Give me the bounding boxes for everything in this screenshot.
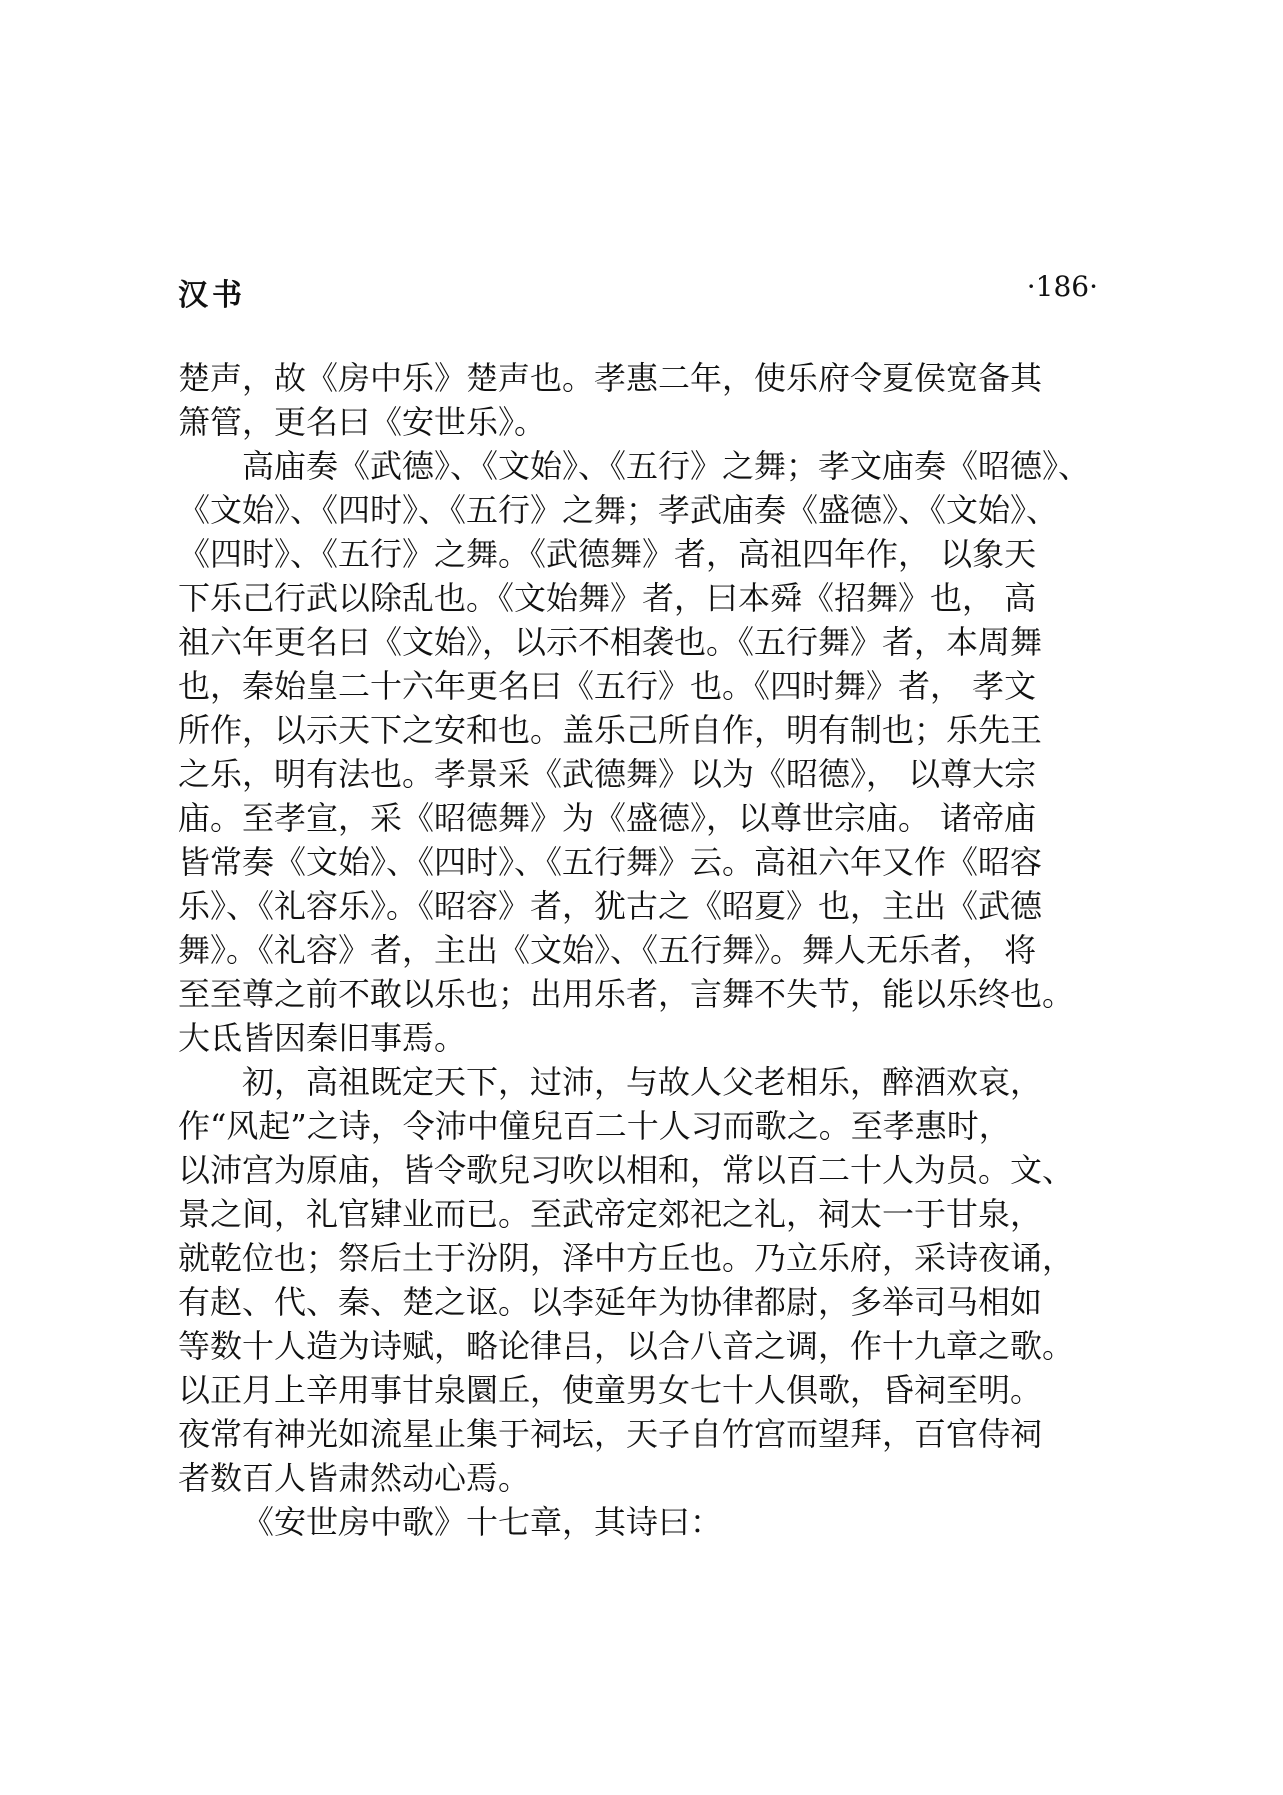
text-line: 之乐，明有法也。孝景采《武德舞》以为《昭德》， 以尊大宗: [178, 755, 1037, 793]
text-line: 乐》、《礼容乐》。《昭容》者，犹古之《昭夏》也，主出《武德: [178, 887, 1043, 925]
text-line: 至至尊之前不敢以乐也；出用乐者，言舞不失节，能以乐终也。: [178, 975, 1075, 1013]
text-line: 也，秦始皇二十六年更名曰《五行》也。《四时舞》者， 孝文: [178, 667, 1037, 705]
text-line: 楚声，故《房中乐》楚声也。孝惠二年，使乐府令夏侯宽备其: [178, 359, 1043, 397]
text-line: 高庙奏《武德》、《文始》、《五行》之舞；孝文庙奏《昭德》、: [242, 447, 1091, 485]
text-line: 舞》。《礼容》者，主出《文始》、《五行舞》。舞人无乐者， 将: [178, 931, 1037, 969]
text-line: 庙。至孝宣，采《昭德舞》为《盛德》，以尊世宗庙。 诸帝庙: [178, 799, 1037, 837]
text-line: 《四时》、《五行》之舞。《武德舞》者，高祖四年作， 以象天: [178, 535, 1037, 573]
text-line: 所作，以示天下之安和也。盖乐己所自作，明有制也；乐先王: [178, 711, 1043, 749]
page-number: ·186·: [1026, 270, 1098, 303]
text-line: 夜常有神光如流星止集于祠坛，天子自竹宫而望拜，百官侍祠: [178, 1415, 1043, 1453]
text-line: 《文始》、《四时》、《五行》之舞；孝武庙奏《盛德》、《文始》、: [178, 491, 1059, 529]
text-line: 皆常奏《文始》、《四时》、《五行舞》云。高祖六年又作《昭容: [178, 843, 1043, 881]
text-line: 初，高祖既定天下，过沛，与故人父老相乐，醉酒欢哀，: [242, 1063, 1043, 1101]
text-line: 作“风起”之诗，令沛中僮兒百二十人习而歌之。至孝惠时，: [178, 1107, 1011, 1145]
text-line: 以正月上辛用事甘泉圜丘，使童男女七十人俱歌，昏祠至明。: [178, 1371, 1043, 1409]
text-line: 祖六年更名曰《文始》，以示不相袭也。《五行舞》者，本周舞: [178, 623, 1043, 661]
text-line: 下乐己行武以除乱也。《文始舞》者，曰本舜《招舞》也， 高: [178, 579, 1037, 617]
text-line: 以沛宫为原庙，皆令歌兒习吹以相和，常以百二十人为员。文、: [178, 1151, 1075, 1189]
text-line: 有赵、代、秦、楚之讴。以李延年为协律都尉，多举司马相如: [178, 1283, 1043, 1321]
text-line: 大氐皆因秦旧事焉。: [178, 1019, 467, 1057]
text-line: 景之间，礼官肄业而已。至武帝定郊祀之礼，祠太一于甘泉，: [178, 1195, 1043, 1233]
page-header: [178, 270, 1098, 314]
text-line: 等数十人造为诗赋，略论律吕，以合八音之调，作十九章之歌。: [178, 1327, 1075, 1365]
text-line: 《安世房中歌》十七章，其诗曰：: [242, 1503, 723, 1541]
text-line: 箫管，更名曰《安世乐》。: [178, 403, 547, 441]
body-text: [178, 356, 1098, 1544]
book-title: 汉书: [178, 278, 246, 313]
text-line: 就乾位也；祭后土于汾阴，泽中方丘也。乃立乐府，采诗夜诵，: [178, 1239, 1075, 1277]
text-line: 者数百人皆肃然动心焉。: [178, 1459, 531, 1497]
